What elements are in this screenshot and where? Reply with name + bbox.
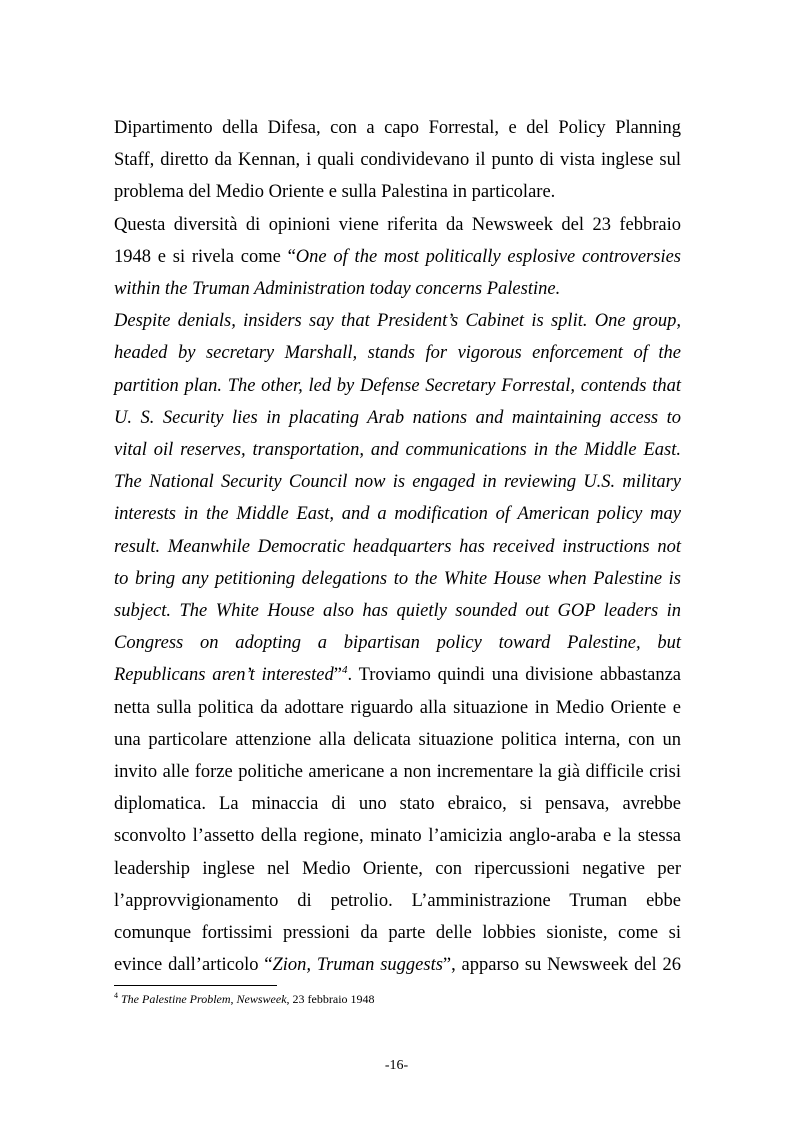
quote-line: The National Security Council now is engaged in reviewing U.S. military — [114, 472, 681, 493]
quote-line: subject. The White House also has quietly sounded out GOP leaders in — [114, 601, 681, 622]
text-line: netta sulla politica da adottare riguardo alla situazione in Medio Oriente e — [114, 697, 681, 718]
quote-line: headed by secretary Marshall, stands for vigorous enforcement of the — [114, 343, 681, 364]
quote-line: Congress on adopting a bipartisan policy toward Palestine, but — [114, 633, 681, 654]
footnote-marker: 4 — [114, 991, 118, 1000]
text-line: l’approvvigionamento di petrolio. L’amministrazione Truman ebbe — [114, 890, 681, 911]
quote-line: partition plan. The other, led by Defense Secretary Forrestal, contends that — [114, 375, 681, 396]
footnote-date: , 23 febbraio 1948 — [286, 992, 375, 1006]
text-run: ”, apparso su Newsweek del 26 — [442, 955, 681, 976]
text-line — [114, 241, 681, 273]
footnote-source: Newsweek — [236, 992, 287, 1006]
footnote-divider — [114, 985, 277, 986]
paragraph-1 — [114, 112, 681, 209]
quote-line: within the Truman Administration today concerns Palestine. — [114, 279, 561, 300]
quote-text: One of the most politically esplosive controversies — [295, 246, 681, 267]
quote-line: Despite denials, insiders say that President’s Cabinet is split. One group, — [114, 311, 681, 332]
text-line: diplomatica. La minaccia di uno stato ebraico, si pensava, avrebbe — [114, 794, 681, 815]
text-line: Dipartimento della Difesa, con a capo Forrestal, e del Policy Planning — [114, 118, 681, 138]
body-text — [114, 112, 681, 981]
quote-line: vital oil reserves, transportation, and communications in the Middle East. — [114, 440, 681, 461]
text-line: Questa diversità di opinioni viene riferita da Newsweek del 23 febbraio — [114, 214, 681, 235]
text-line: una particolare attenzione alla delicata situazione politica interna, con un — [114, 729, 681, 750]
quote-line: interests in the Middle East, and a modification of American policy may — [114, 504, 681, 525]
page-number: -16- — [384, 1058, 409, 1073]
footnote-separator: , — [230, 992, 237, 1006]
closing-quote: ” — [333, 665, 342, 686]
quote-line: U. S. Security lies in placating Arab nations and maintaining access to — [114, 407, 681, 428]
quote-text: Republicans aren’t interested — [114, 665, 334, 686]
text-line: comunque fortissimi pressioni da parte delle lobbies sioniste, come si — [114, 923, 681, 944]
paragraph-3 — [114, 305, 681, 981]
text-run: 1948 e si rivela come “ — [114, 246, 296, 267]
text-line: Staff, diretto da Kennan, i quali condividevano il punto di vista inglese sul — [114, 150, 681, 171]
text-line — [114, 949, 681, 981]
footnote — [114, 991, 681, 1007]
quote-line: result. Meanwhile Democratic headquarters has received instructions not — [114, 536, 681, 557]
footnote-ref[interactable]: 4 — [342, 664, 348, 677]
footnote-title: The Palestine Problem — [121, 992, 231, 1006]
text-line: problema del Medio Oriente e sulla Palestina in particolare. — [114, 182, 556, 203]
text-run: . Troviamo quindi una divisione abbastanza — [347, 665, 681, 686]
text-line: sconvolto l’assetto della regione, minato l’amicizia anglo-araba e la stessa — [114, 826, 681, 847]
text-line — [114, 659, 681, 691]
text-run: evince dall’articolo “ — [114, 955, 273, 976]
text-line: leadership inglese nel Medio Oriente, con ripercussioni negative per — [114, 858, 681, 879]
paragraph-2 — [114, 209, 681, 306]
text-line: invito alle forze politiche americane a non incrementare la già difficile crisi — [114, 762, 681, 783]
quote-line: to bring any petitioning delegations to the White House when Palestine is — [114, 568, 681, 589]
article-title: Zion, Truman suggests — [272, 955, 443, 976]
